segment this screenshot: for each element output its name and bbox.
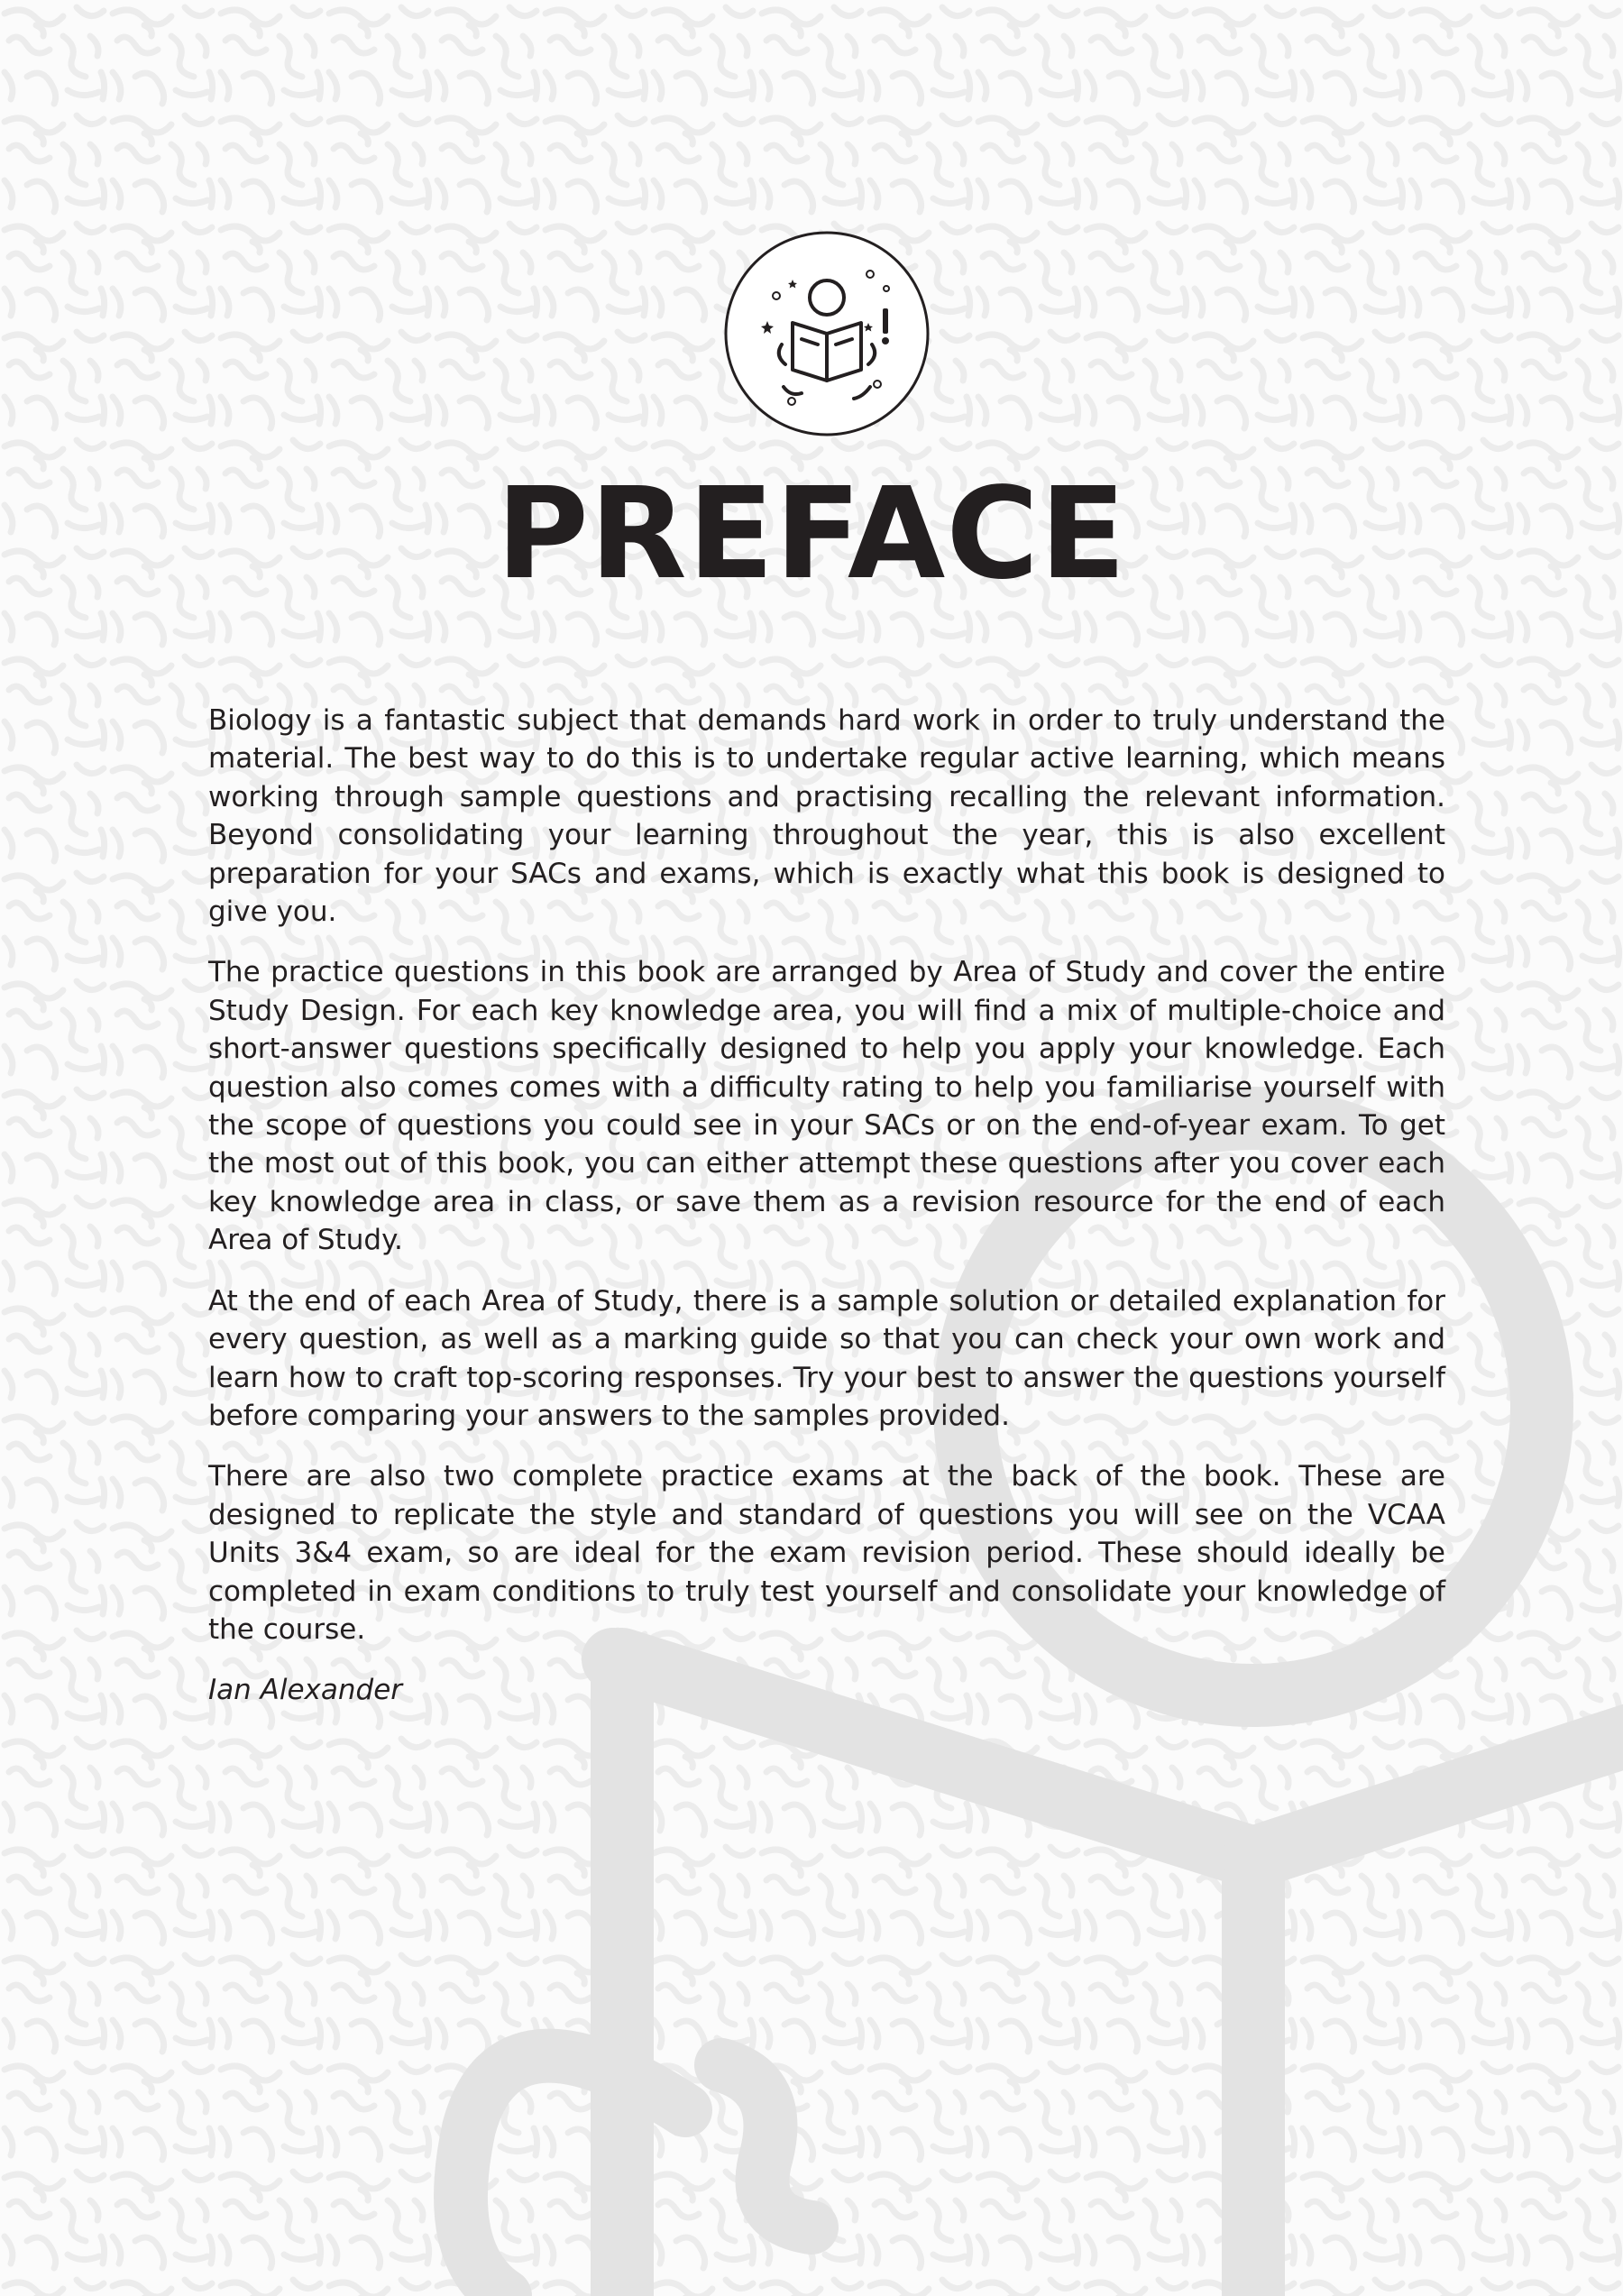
reader-with-book-icon — [722, 229, 931, 438]
preface-paragraph-2: The practice questions in this book are arranged by Area of Study and cover the entire Study Design. For each key knowledge area, you will find a mix of multiple-choice and short-answer questions specifically designed to help you apply your knowledge. Each question also comes comes with a difficulty rating to help you familiarise yourself with the scope of questions you could see in your SACs or on the end-of-year exam. To get the most out of this book, you can either attempt these questions after you cover each key knowledge area in class, or save them as a revision resource for the end of each Area of Study. — [208, 956, 1445, 1257]
preface-paragraph-1: Biology is a fantastic subject that demands hard work in order to truly understand the material. The best way to do this is to undertake regular active learning, which means working through sample questions and practising recalling the relevant information. Beyond consolidating your learning throughout the year, this is also excellent preparation for your SACs and exams, which is exactly what this book is designed to give you. — [208, 704, 1445, 929]
watermark-book-right-page — [1253, 1731, 1623, 1858]
watermark-book-left-page — [622, 1659, 1253, 2296]
page-title: PREFACE — [496, 461, 1127, 608]
watermark-finger — [721, 2065, 812, 2227]
author-signature: Ian Alexander — [208, 1674, 403, 1707]
preface-paragraph-4: There are also two complete practice exams at the back of the book. These are designed to replicate the style and standard of questions you will see on the VCAA Units 3&4 exam, so are ideal for the exam revision period. These should ideally be completed in exam conditions to truly test yourself and consolidate your knowledge of the course. — [208, 1460, 1445, 1646]
preface-paragraph-3: At the end of each Area of Study, there is a sample solution or detailed explanation for every question, as well as a marking guide so that you can check your own work and learn how to craft top-scoring responses. Try your best to answer the questions yourself before comparing your answers to the samples provided. — [208, 1284, 1445, 1432]
preface-body — [208, 702, 1445, 1709]
